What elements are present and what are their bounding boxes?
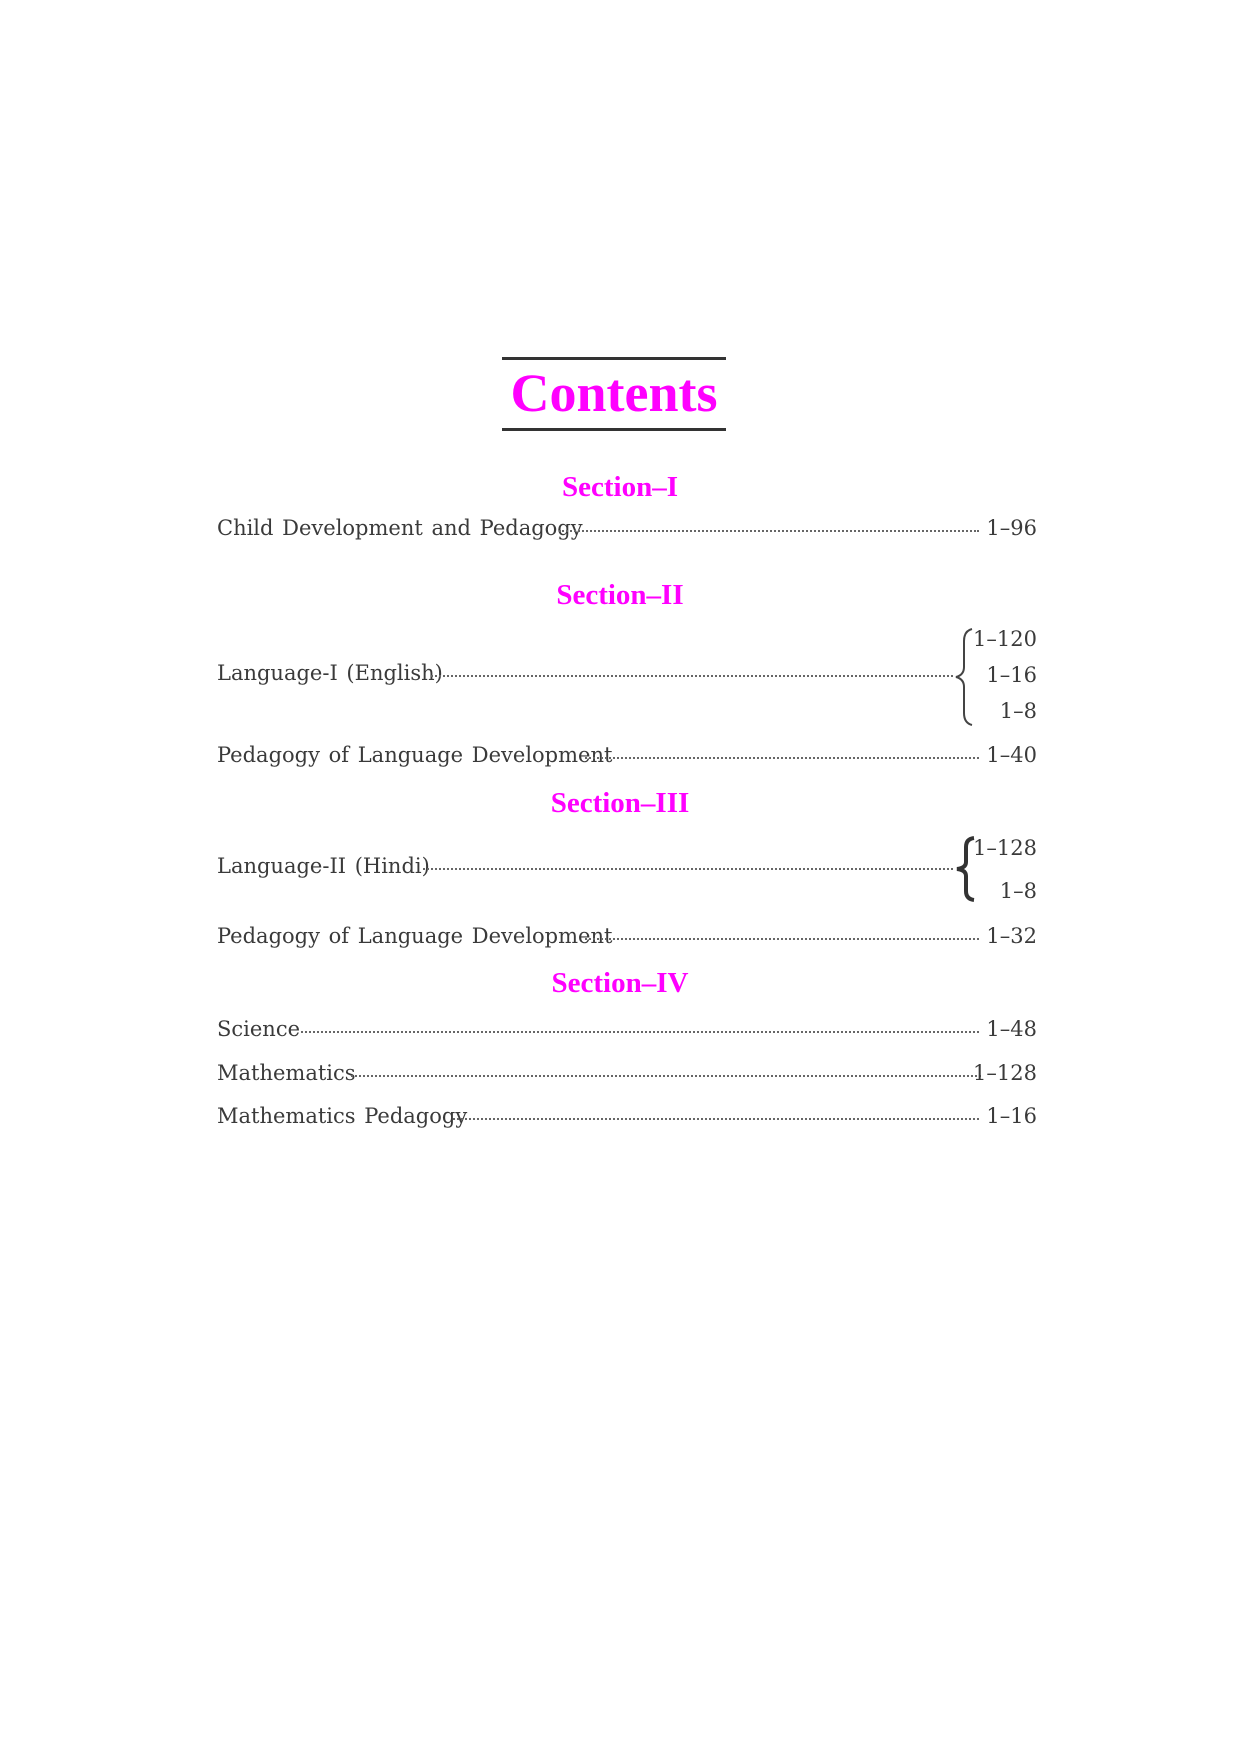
entry-label: Language-I (English) <box>217 661 443 685</box>
toc-entry-language-1[interactable] <box>217 658 957 688</box>
entry-pages: 1–32 <box>986 924 1037 948</box>
title-rule-bottom <box>502 428 726 431</box>
title-block <box>502 357 726 431</box>
entry-label: Pedagogy of Language Development <box>217 924 613 948</box>
entry-pages: 1–16 <box>986 663 1037 687</box>
toc-entry-language-2[interactable] <box>217 851 957 881</box>
section-heading-4: Section–IV <box>551 967 689 999</box>
entry-pages: 1–8 <box>999 699 1037 723</box>
entry-pages: 1–128 <box>973 1061 1037 1085</box>
entry-pages: 1–8 <box>999 879 1037 903</box>
entry-pages: 1–120 <box>973 627 1037 651</box>
dot-leader <box>453 1118 979 1120</box>
page-title: Contents <box>510 363 718 423</box>
entry-label: Child Development and Pedagogy <box>217 516 583 540</box>
toc-entry-child-development[interactable] <box>217 513 1037 543</box>
entry-pages: 1–40 <box>986 743 1037 767</box>
title-rule-top <box>502 357 726 360</box>
dot-leader <box>585 757 979 759</box>
entry-label: Science <box>217 1017 301 1041</box>
dot-leader <box>559 530 979 532</box>
entry-pages: 1–96 <box>986 516 1037 540</box>
dot-leader <box>431 675 953 677</box>
toc-entry-mathematics-pedagogy[interactable] <box>217 1101 1037 1131</box>
section-heading-2: Section–II <box>556 579 684 611</box>
entry-label: Language-II (Hindi) <box>217 854 430 878</box>
section-heading-1: Section–I <box>562 471 678 503</box>
dot-leader <box>301 1031 979 1033</box>
dot-leader <box>585 938 979 940</box>
toc-entry-pedagogy-language-2[interactable] <box>217 921 1037 951</box>
toc-entry-mathematics[interactable] <box>217 1058 1037 1088</box>
entry-pages: 1–48 <box>986 1017 1037 1041</box>
entry-label: Mathematics <box>217 1061 356 1085</box>
page-stack-language-2 <box>973 833 1037 906</box>
entry-pages: 1–128 <box>973 836 1037 860</box>
toc-entry-pedagogy-language-1[interactable] <box>217 740 1037 770</box>
dot-leader <box>423 868 953 870</box>
entry-label: Pedagogy of Language Development <box>217 743 613 767</box>
dot-leader <box>351 1075 981 1077</box>
page-stack-language-1 <box>973 624 1037 726</box>
entry-label: Mathematics Pedagogy <box>217 1104 468 1128</box>
section-heading-3: Section–III <box>550 787 690 819</box>
toc-entry-science[interactable] <box>217 1014 1037 1044</box>
entry-pages: 1–16 <box>986 1104 1037 1128</box>
